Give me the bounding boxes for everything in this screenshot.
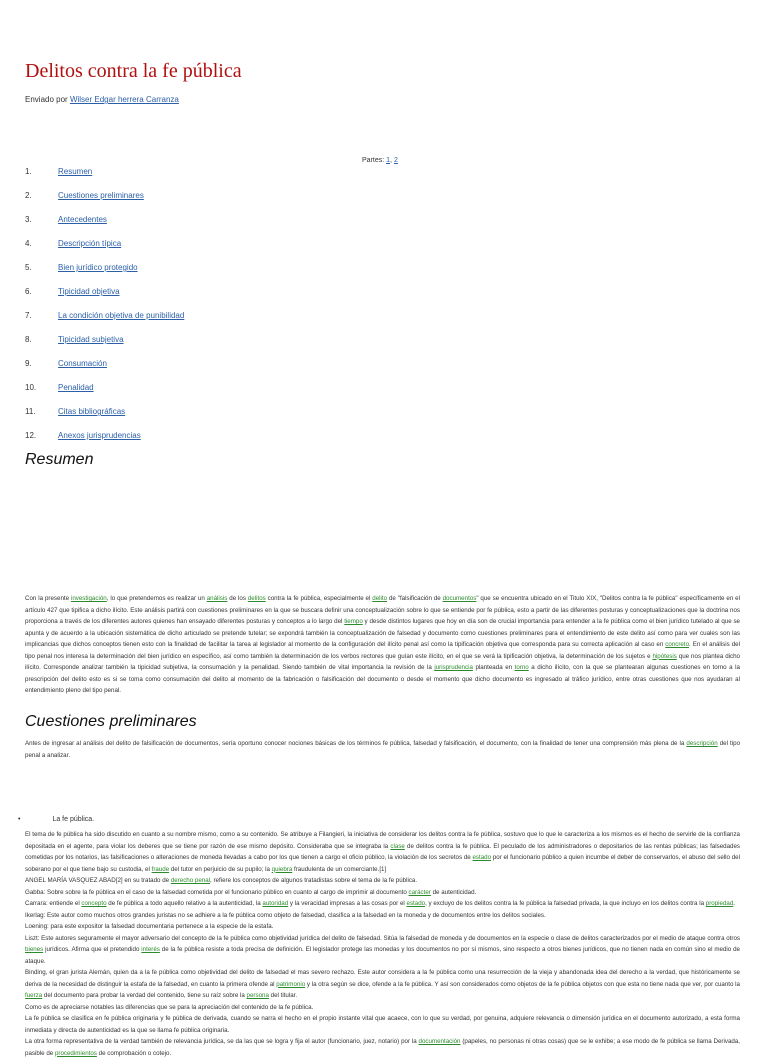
text-run: El tema de fe pública ha sido discutido en cuanto a su nombre mismo, como a su contenido. Se atribuye a Filangieri, la iniciativa de considerar los delitos contra la fe pública, sostuvo que lo que le caracteriza a los mismos es el hecho de servirle de la confianza depositada en el agente, para violar los deberes que se tiene por razón de ese mismo depósito. Consideraba que se integraba la [25,831,740,850]
toc-number: 1. [25,167,32,176]
toc-link[interactable]: Antecedentes [58,215,107,224]
inline-link[interactable]: delito [372,595,388,602]
byline-prefix: Enviado por [25,95,68,104]
inline-link[interactable]: quiebra [271,865,293,873]
text-run: del titular. [268,992,298,999]
text-run: . En el análisis del tipo penal nos interesa la determinación del bien jurídico en específico, así como también la determinación de los verbos rectores que guían este ilícito, en el que se verá la tipificación objetiva, la determinación de los sujetos e [25,641,740,660]
inline-link[interactable]: clase [390,842,405,850]
text-run: Con la presente [25,595,71,602]
inline-link[interactable]: concreto [665,641,690,648]
toc-number: 11. [25,407,36,416]
section-heading-resumen: Resumen [25,451,94,468]
toc-link[interactable]: Penalidad [58,383,94,392]
toc-number: 9. [25,359,32,368]
bullet-item [18,816,94,823]
toc-link[interactable]: La condición objetiva de punibilidad [58,311,185,320]
inline-link[interactable]: autoridad [262,900,289,907]
inline-link[interactable]: concepto [81,900,107,907]
inline-link[interactable]: estado [472,854,492,861]
text-run: del tutor en perjuicio de su pupilo; la [169,865,272,873]
parts-label: Partes: [362,157,385,164]
text-run: jurídicos. Afirma que el pretendido [43,946,142,953]
inline-link[interactable]: bienes [25,946,44,953]
toc-link[interactable]: Cuestiones preliminares [58,191,144,200]
text-run: a dicho ilícito, con la que se plantearan algunas cuestiones en torno a la prescripción del delito esto es si se toma como consumación del delito al momento de la fabricación o falsificación del documento o desde el momento que dicho documento es ingresado al tráfico jurídico, entre otras cuestiones que nos ayudaran al entendimiento pleno del tipo penal. [25,664,740,694]
text-run: planteada en [472,664,515,671]
toc-link[interactable]: Citas bibliográficas [58,407,126,416]
inline-link[interactable]: descripción [686,740,718,747]
text-run: Ikerlag: Este autor como muchos otros grandes juristas no se adhiere a la fe pública como objeto de falsedad, clasifica a la falsedad en la moneda y de documentos entre los delitos sociales. [25,911,546,919]
inline-link[interactable]: propiedad [705,900,734,907]
text-run: Binding, el gran jurista Alemán, quien da a la fe pública como objetividad del delito de falsedad el mas severo rechazo. Este autor considera a la fe pública como una resurrección de la vieja y abandonada idea del derecho a la verdad, que históricamente se deriva de la necesidad de distinguir la estafa de la falsedad, en cuanto la primera ofende al [25,969,740,988]
toc-link[interactable]: Tipicidad objetiva [58,287,120,296]
inline-link[interactable]: procedimientos [54,1049,97,1057]
bullet-label: La fe pública. [52,816,95,823]
text-run: ANGEL MARÍA VASQUEZ ABAD[2] en su tratado de [25,877,171,884]
toc-number: 6. [25,287,32,296]
text-run: de delitos contra la fe pública. El peculado de los administradores o depositarios de las rentas públicas; las falsedades cometidas por los notarios, las falsificaciones o alteraciones de moneda llevadas a cabo por los que tienen a cargo el oficio público, la violación de los secretos de [25,842,740,861]
text-run: que nos plantea dicho ilícito. Corresponde analizar también la tipicidad subjetiva, la consumación y la penalidad. Siendo también de vital importancia la revisión de la [25,652,740,671]
text-run: La fe pública se clasifica en fe pública originaria y fe pública de derivada, cuando se narra el hecho en el propio instante vital que acaece, con lo que su verdad, por genuina, adquiere relevancia o dimensión jurídica en el documento autorizado, a esta forma inmediata y directa de autenticidad es la que se llama fe pública originaria. [25,1015,740,1034]
text-run: y desde distintos lugares que hoy en día son de crucial importancia para entender a la fe pública como el bien jurídico tutelado al que se apunta y de acuerdo a la ubicación sistemática de dicho articulado se pretende tutelar; se expondrá también la conceptualización de falsedad y documento como cuestiones preliminares para el entendimiento de este delito así como para ver cuales son las implicancias que dichos conceptos tienen esto con la finalidad de facilitar la tarea al legislador al momento de la configuración del ilícito penal así como la tipificación objetiva que corresponda para su correcta aplicación al caso en [25,618,740,648]
toc-number: 7. [25,311,32,320]
text-run: y la otra según se dice, ofende a la fe pública. Y así son considerados como objetos de la fe pública objetos con que esta no tiene nada que ver, por cuanto la [305,980,740,988]
toc-number: 4. [25,239,32,248]
toc-number: 8. [25,335,32,344]
inline-link[interactable]: estado [406,900,426,907]
text-run: de los [227,595,248,602]
inline-link[interactable]: documentos [442,595,477,602]
toc-number: 3. [25,215,32,224]
inline-link[interactable]: interés [141,946,160,953]
text-run: , lo que pretendemos es realizar un [106,595,207,602]
text-run: de fe pública a todo aquello relativo a la autenticidad, la [106,900,263,907]
inline-link[interactable]: patrimonio [276,980,306,988]
inline-link[interactable]: documentación [418,1038,461,1045]
inline-link[interactable]: tiempo [344,618,363,625]
toc-number: 5. [25,263,32,272]
inline-link[interactable]: delitos [247,595,266,602]
section-heading-cuestiones: Cuestiones preliminares [25,713,197,730]
text-run: (papeles, no personas ni otras cosas) que se le exhibe; a ese modo de fe pública se llama Derivada, pasible de [25,1038,740,1057]
resumen-paragraph [25,593,740,697]
text-run: Loening: para este expositor la falsedad documentaria pertenece a la especie de la estafa. [25,923,274,930]
text-run: , y excluyo de los delitos contra la fe pública la falsedad privada, la que incluyo en los delitos contra la [425,900,706,907]
text-run: " que se encuentra ubicado en el Titulo XIX, "Delitos contra la fe pública" específicamente en el artículo 427 que tipifica a dicho ilícito. Este análisis partirá con cuestiones preliminares en la que se buscara definir una conceptualización sobre lo que se entiende por fe pública, esto a partir de las diferentes posturas y conceptualizaciones que la doctrina nos proporciona a través de los diferentes autores quienes han ensayado diferentes posturas y conceptos a lo largo del [25,595,740,625]
part-1-link[interactable]: 1 [386,157,391,164]
inline-link[interactable]: persona [246,992,269,999]
toc-link[interactable]: Consumación [58,359,107,368]
author-link[interactable]: Wilser Edgar herrera Carranza [69,95,179,104]
text-run: de "falsificación de [387,595,443,602]
parts-separator: , [390,157,392,164]
toc-link[interactable]: Tipicidad subjetiva [58,335,124,344]
part-2-link[interactable]: 2 [393,157,398,164]
text-run: de autenticidad. [430,888,477,896]
inline-link[interactable]: investigación [70,595,107,602]
inline-link[interactable]: jurisprudencia [434,664,473,671]
parts-pager [362,157,398,164]
text-run: del documento para probar la verdad del contenido, tiene su raíz sobre la [42,992,247,999]
byline [25,95,179,104]
toc-number: 2. [25,191,32,200]
text-run: Liszt: Este autores seguramente el mayor adversario del concepto de la fe pública como objetividad jurídica del delito de falsedad. Sitúa la falsedad de moneda y de documentos en la especie o clase de delitos caracterizados por el medio de ataque contra otros [25,934,740,942]
toc-link[interactable]: Descripción típica [58,239,122,248]
cuestiones-body [25,829,740,1059]
inline-link[interactable]: hipótesis [652,652,677,660]
toc-link[interactable]: Anexos jurisprudencias [58,431,141,440]
inline-link[interactable]: fuerza [25,992,43,999]
text-run: contra la fe pública, especialmente el [265,595,373,602]
cuestiones-intro [25,738,740,761]
text-run: y la veracidad impresas a las cosas por el [288,900,407,907]
bullet-dot: • [18,816,21,823]
toc-number: 12. [25,431,37,440]
inline-link[interactable]: derecho penal [170,877,211,884]
inline-link[interactable]: fraude [151,865,170,873]
text-run: La otra forma representativa de la verdad también de relevancia jurídica, se da las que se logra y fija el autor (funcionario, juez, notario) por la [25,1038,419,1045]
text-run: Gabba: Sobre sobre la fe pública en el caso de la falsedad cometida por el funcionario público en cuanto al cargo de imprimir al documento [25,888,409,896]
toc-link[interactable]: Bien jurídico protegido [58,263,138,272]
page-title: Delitos contra la fe pública [25,60,242,82]
inline-link[interactable]: carácter [408,888,431,896]
text-run: de comprobación o cotejo. [96,1049,172,1057]
text-run: de la fe pública resiste a toda precisa de definición. El legislador protege las monedas y los documentos no por sí mismos, sino respecto a otros bienes jurídicos, que no tienen nada en común sino el medio de ataque. [25,946,740,965]
toc-number: 10. [25,383,37,392]
text-run: Antes de ingresar al análisis del delito de falsificación de documentos, sería oportuno conocer nociones básicas de los términos fe pública, falsedad y falsificación, el documento, con la finalidad de tener una comprensión más plena de la [25,740,687,747]
text-run: , refiere los conceptos de algunos tratadistas sobre el tema de la fe pública. [210,877,418,884]
text-run: Como es de apreciarse notables las diferencias que se para la apreciación del contenido de la fe pública. [25,1003,314,1011]
text-run: . [733,900,736,907]
inline-link[interactable]: análisis [206,595,228,602]
text-run: Carrara: entiende el [25,900,82,907]
text-run: por el funcionario público a quien incumbe el deber de conservarlos, el abuso del sello del soberano por el que tiene bajo su custodia, el [25,854,740,873]
text-run: fraudulenta de un comerciante.[1] [292,865,387,873]
text-run: del tipo penal a analizar. [25,740,741,759]
toc-link[interactable]: Resumen [58,167,93,176]
inline-link[interactable]: torno [514,664,529,671]
